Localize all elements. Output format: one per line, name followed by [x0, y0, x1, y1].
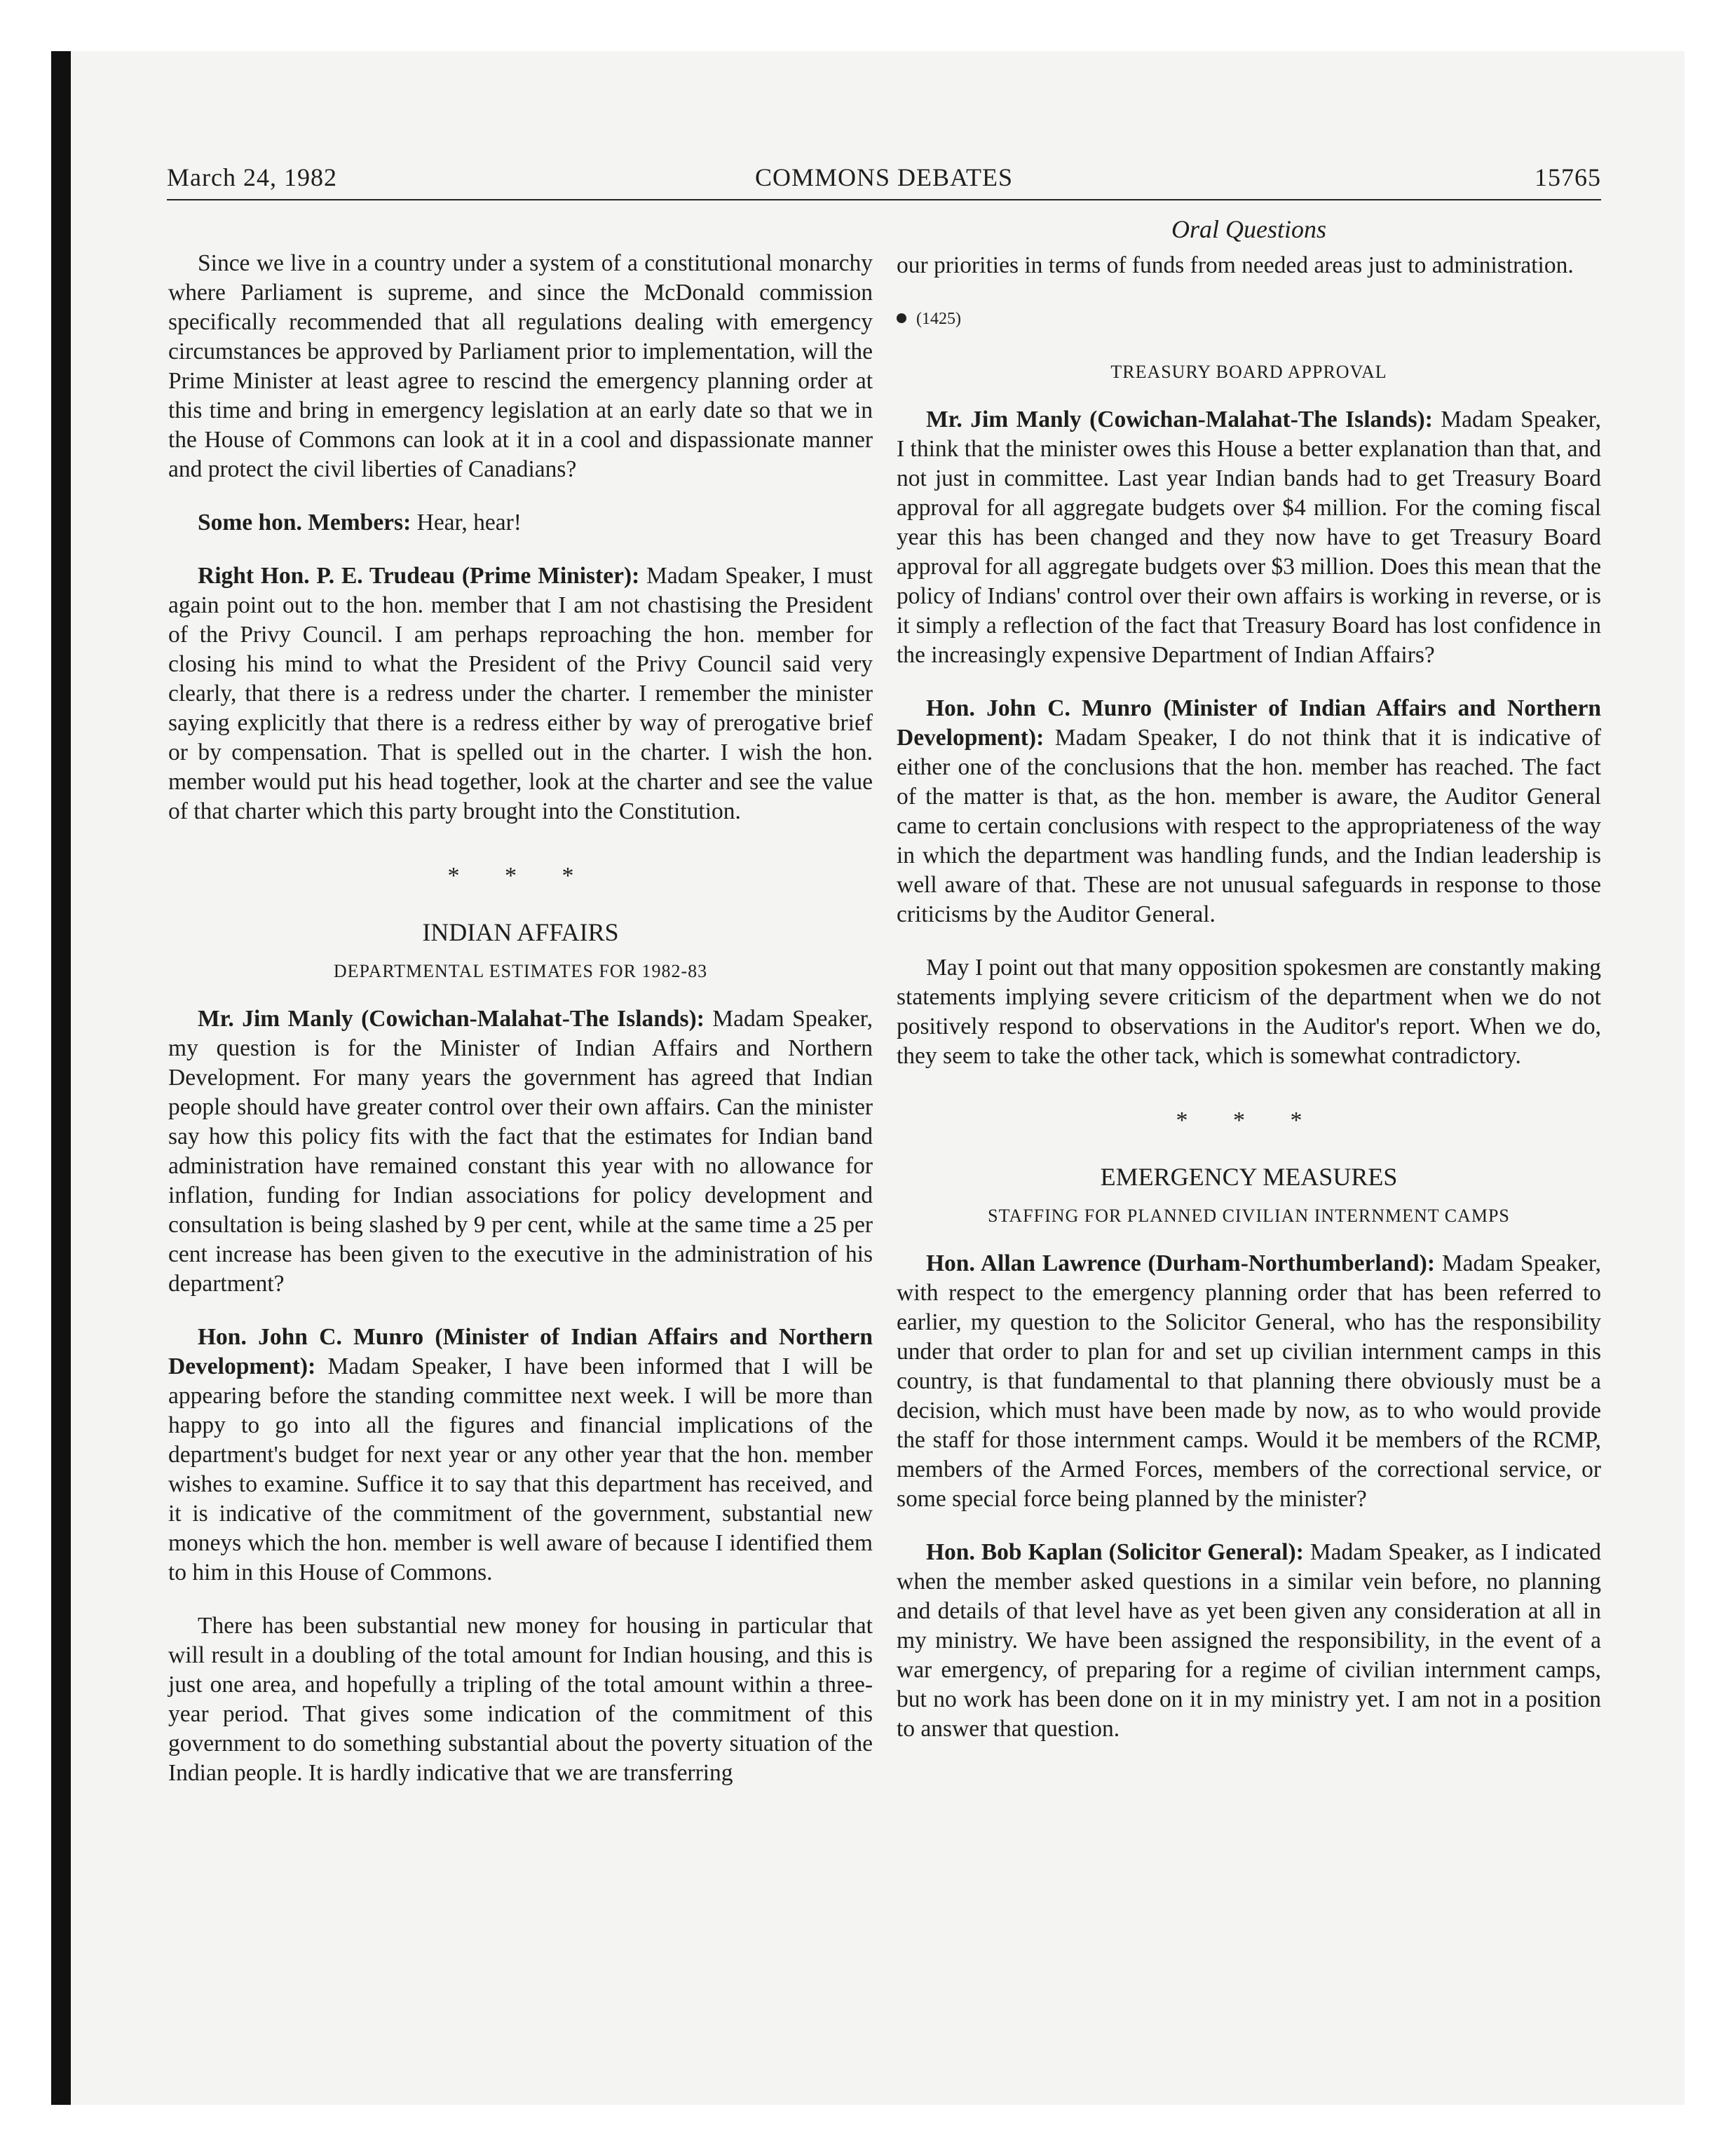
paragraph — [897, 405, 1601, 670]
paragraph — [168, 1323, 873, 1588]
speech-text: Madam Speaker, I must again point out to the hon. member that I am not chastising the President of the Privy Council. I am perhaps reproaching the hon. member for closing his mind to what the President of the Privy Council said very clearly, that there is a redress under the charter. I remember the minister saying explicitly that there is a redress either by way of prerogative brief or by compensation. That is spelled out in the charter. I wish the hon. member would put his head together, look at the charter and see the value of that charter which this party brought into the Constitution. — [168, 563, 873, 824]
speech-text: Madam Speaker, my question is for the Minister of Indian Affairs and Northern Development. For many years the government has agreed that Indian people should have greater control over their own affairs. Can the minister say how this policy fits with the fact that the estimates for Indian band administration have remained constant this year with no allowance for inflation, funding for Indian associations for policy development and consultation is being slashed by 9 per cent, while at the same time a 25 per cent increase has been given to the executive in the administration of his department? — [168, 1006, 873, 1297]
speaker-name: Mr. Jim Manly (Cowichan-Malahat-The Islands): — [198, 1006, 705, 1032]
scan-edge — [51, 51, 71, 2105]
section-heading: EMERGENCY MEASURES — [1100, 1163, 1398, 1191]
paragraph — [168, 1004, 873, 1299]
paragraph: Since we live in a country under a system of a constitutional monarchy where Parliament is supreme, and since the McDonald commission specifically recommended that all regulations dealing with emergency circumstances be approved by Parliament prior to implementation, will the Prime Minister at least agree to rescind the emergency planning order at this time and bring in emergency legislation at an early date so that we in the House of Commons can look at it in a cool and dispassionate manner and protect the civil liberties of Canadians? — [168, 250, 873, 482]
speaker-name: Some hon. Members: — [198, 510, 411, 535]
paragraph: There has been substantial new money for housing in particular that will result in a doubling of the total amount for Indian housing, and this is just one area, and hopefully a tripling of the total amount within a three-year period. That gives some indication of the commitment of this government to do something substantial about the poverty situation of the Indian people. It is hardly indicative that we are transferring — [168, 1613, 873, 1786]
subsection-heading: TREASURY BOARD APPROVAL — [1110, 362, 1387, 382]
time-marker — [897, 304, 1601, 334]
speaker-name: Right Hon. P. E. Trudeau (Prime Minister): — [198, 563, 640, 589]
right-column — [897, 251, 1601, 1768]
bullet-icon — [897, 313, 906, 323]
subsection-heading: STAFFING FOR PLANNED CIVILIAN INTERNMENT CAMPS — [988, 1206, 1510, 1226]
header-page-number: 15765 — [1535, 163, 1601, 191]
header-date: March 24, 1982 — [167, 163, 337, 191]
running-head: Oral Questions — [1171, 215, 1326, 243]
speech-text: Madam Speaker, I do not think that it is indicative of either one of the conclusions that the hon. member has reached. The fact of the matter is that, as the hon. member is aware, the Auditor General came to certain conclusions with respect to the appropriateness of the way in which the department was handling funds, and the Indian leadership is well aware of that. These are not unusual safeguards in response to those criticisms by the Auditor General. — [897, 725, 1601, 927]
subsection-heading: DEPARTMENTAL ESTIMATES FOR 1982-83 — [333, 961, 708, 981]
speaker-name: Hon. John C. Munro (Minister of Indian Affairs and Northern Development): — [168, 1324, 873, 1379]
section-heading: INDIAN AFFAIRS — [422, 918, 619, 946]
speech-text: Madam Speaker, I have been informed that I will be appearing before the standing committee next week. I will be more than happy to go into all the figures and financial implications of the department's budget for next year or any other year that the hon. member wishes to examine. Suffice it to say that this department has received, and it is indicative of the commitment of the government, substantial new moneys which the hon. member is well aware of because I identified them to him in this House of Commons. — [168, 1353, 873, 1585]
page-header — [167, 163, 1601, 200]
paragraph — [897, 1249, 1601, 1514]
paragraph: our priorities in terms of funds from needed areas just to administration. — [897, 252, 1574, 278]
header-title: COMMONS DEBATES — [754, 163, 1014, 191]
paragraph — [168, 508, 873, 538]
time-stamp: (1425) — [916, 310, 961, 328]
speaker-name: Hon. John C. Munro (Minister of Indian Affairs and Northern Development): — [897, 695, 1601, 751]
paragraph — [897, 1538, 1601, 1744]
paragraph: May I point out that many opposition spokesmen are constantly making statements implying severe criticism of the department when we do not positively respond to observations in the Auditor's report. When we do, they seem to take the other tack, which is somewhat contradictory. — [897, 955, 1601, 1069]
speech-text: Madam Speaker, with respect to the emergency planning order that has been referred to earlier, my question to the Solicitor General, who has the responsibility under that order to plan for and set up civilian internment camps in this country, is that fundamental to that planning there obviously must be a decision, which must have been made by now, as to who would provide the staff for those internment camps. Would it be members of the RCMP, members of the Armed Forces, members of the correctional service, or some special force being planned by the minister? — [897, 1250, 1601, 1512]
section-separator: * * * — [1176, 1107, 1322, 1133]
section-separator: * * * — [447, 863, 594, 889]
speaker-name: Hon. Allan Lawrence (Durham-Northumberland): — [926, 1250, 1435, 1276]
speaker-name: Mr. Jim Manly (Cowichan-Malahat-The Islands): — [926, 407, 1433, 432]
speaker-name: Hon. Bob Kaplan (Solicitor General): — [926, 1539, 1304, 1565]
paragraph — [168, 561, 873, 826]
speech-text: Madam Speaker, I think that the minister owes this House a better explanation than that, and not just in committee. Last year Indian bands had to get Treasury Board approval for all aggregate budgets over $4 million. For the coming fiscal year this has been changed and they now have to get Treasury Board approval for all aggregate budgets over $3 million. Does this mean that the policy of Indians' control over their own affairs is working in reverse, or is it simply a reflection of the fact that Treasury Board has lost confidence in the increasingly expensive Department of Indian Affairs? — [897, 407, 1601, 668]
speech-text: Hear, hear! — [411, 510, 522, 535]
speech-text: Madam Speaker, as I indicated when the member asked questions in a similar vein before, no planning and details of that level have as yet been given any consideration at all in my ministry. We have been assigned the responsibility, in the event of a war emergency, of preparing for a regime of civilian internment camps, but no work has been done on it in my ministry yet. I am not in a position to answer that question. — [897, 1539, 1601, 1742]
paragraph — [897, 694, 1601, 929]
left-column — [168, 249, 873, 1812]
